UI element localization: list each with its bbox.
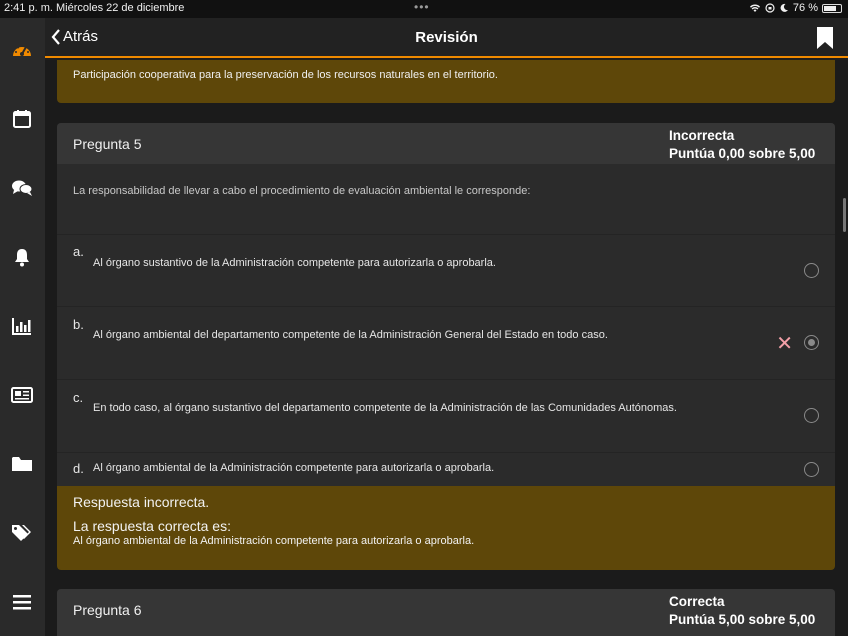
battery-icon xyxy=(822,4,842,13)
option-c[interactable] xyxy=(57,379,835,452)
menu-icon[interactable] xyxy=(10,590,34,614)
question-5-header xyxy=(57,123,835,164)
option-b-radio[interactable] xyxy=(804,335,819,350)
news-icon[interactable] xyxy=(10,383,34,407)
page-title: Revisión xyxy=(415,29,478,46)
orientation-lock-icon xyxy=(765,3,775,13)
option-letter: b. xyxy=(73,317,84,332)
question-number: Pregunta 6 xyxy=(73,602,142,618)
question-score: Puntúa 0,00 sobre 5,00 xyxy=(669,146,816,161)
folder-icon[interactable] xyxy=(10,452,34,476)
back-label: Atrás xyxy=(63,28,99,45)
option-a-radio[interactable] xyxy=(804,263,819,278)
previous-feedback-text: Participación cooperativa para la preservación de los recursos naturales en el territorio. xyxy=(73,69,498,81)
tags-icon[interactable] xyxy=(10,521,34,545)
header-accent-line xyxy=(45,56,848,58)
chart-icon[interactable] xyxy=(10,314,34,338)
sidebar xyxy=(0,18,45,636)
bookmark-button[interactable] xyxy=(816,27,834,54)
feedback-correct-label: La respuesta correcta es: xyxy=(73,518,231,534)
option-b[interactable] xyxy=(57,306,835,379)
battery-percent: 76 % xyxy=(792,2,818,14)
question-number: Pregunta 5 xyxy=(73,136,142,152)
header-bar xyxy=(45,18,848,58)
question-score: Puntúa 5,00 sobre 5,00 xyxy=(669,612,816,627)
option-letter: c. xyxy=(73,390,84,405)
bell-icon[interactable] xyxy=(10,245,34,269)
question-status: Incorrecta xyxy=(669,128,735,143)
option-text: En todo caso, al órgano sustantivo del departamento competente de la Administración de las Comunidades Autónomas. xyxy=(93,402,677,414)
option-text: Al órgano ambiental de la Administración competente para autorizarla o aprobarla. xyxy=(93,462,495,474)
multitasking-dots[interactable]: ••• xyxy=(414,0,430,14)
incorrect-x-icon: ✕ xyxy=(776,333,793,355)
previous-feedback xyxy=(57,60,835,103)
question-status: Correcta xyxy=(669,594,725,609)
calendar-icon[interactable] xyxy=(10,107,34,131)
chat-icon[interactable] xyxy=(10,176,34,200)
bookmark-icon xyxy=(816,27,834,49)
option-letter: d. xyxy=(73,461,84,476)
question-state xyxy=(669,127,815,163)
option-d[interactable] xyxy=(57,452,835,486)
question-text-block xyxy=(57,164,835,234)
status-date: Miércoles 22 de diciembre xyxy=(56,2,185,14)
answer-feedback xyxy=(57,486,835,570)
scrollbar-thumb[interactable] xyxy=(843,198,846,232)
question-6-header xyxy=(57,589,835,636)
wifi-icon xyxy=(749,3,761,13)
status-time: 2:41 p. m. xyxy=(4,2,53,14)
question-6-card xyxy=(57,589,835,636)
question-text: La responsabilidad de llevar a cabo el procedimiento de evaluación ambiental le corresponde: xyxy=(73,185,531,197)
feedback-result: Respuesta incorrecta. xyxy=(73,494,210,510)
option-letter: a. xyxy=(73,244,84,259)
option-d-radio[interactable] xyxy=(804,462,819,477)
option-a[interactable] xyxy=(57,234,835,306)
feedback-correct-answer: Al órgano ambiental de la Administración competente para autorizarla o aprobarla. xyxy=(73,535,475,547)
question-5-card xyxy=(57,123,835,164)
moon-icon xyxy=(779,3,789,13)
question-state xyxy=(669,593,815,629)
status-bar xyxy=(0,0,848,18)
option-c-radio[interactable] xyxy=(804,408,819,423)
option-text: Al órgano ambiental del departamento competente de la Administración General del Estado en todo caso. xyxy=(93,329,608,341)
dashboard-icon[interactable] xyxy=(10,38,34,62)
review-content[interactable] xyxy=(45,60,848,636)
option-text: Al órgano sustantivo de la Administración competente para autorizarla o aprobarla. xyxy=(93,257,496,269)
status-right xyxy=(749,2,842,14)
